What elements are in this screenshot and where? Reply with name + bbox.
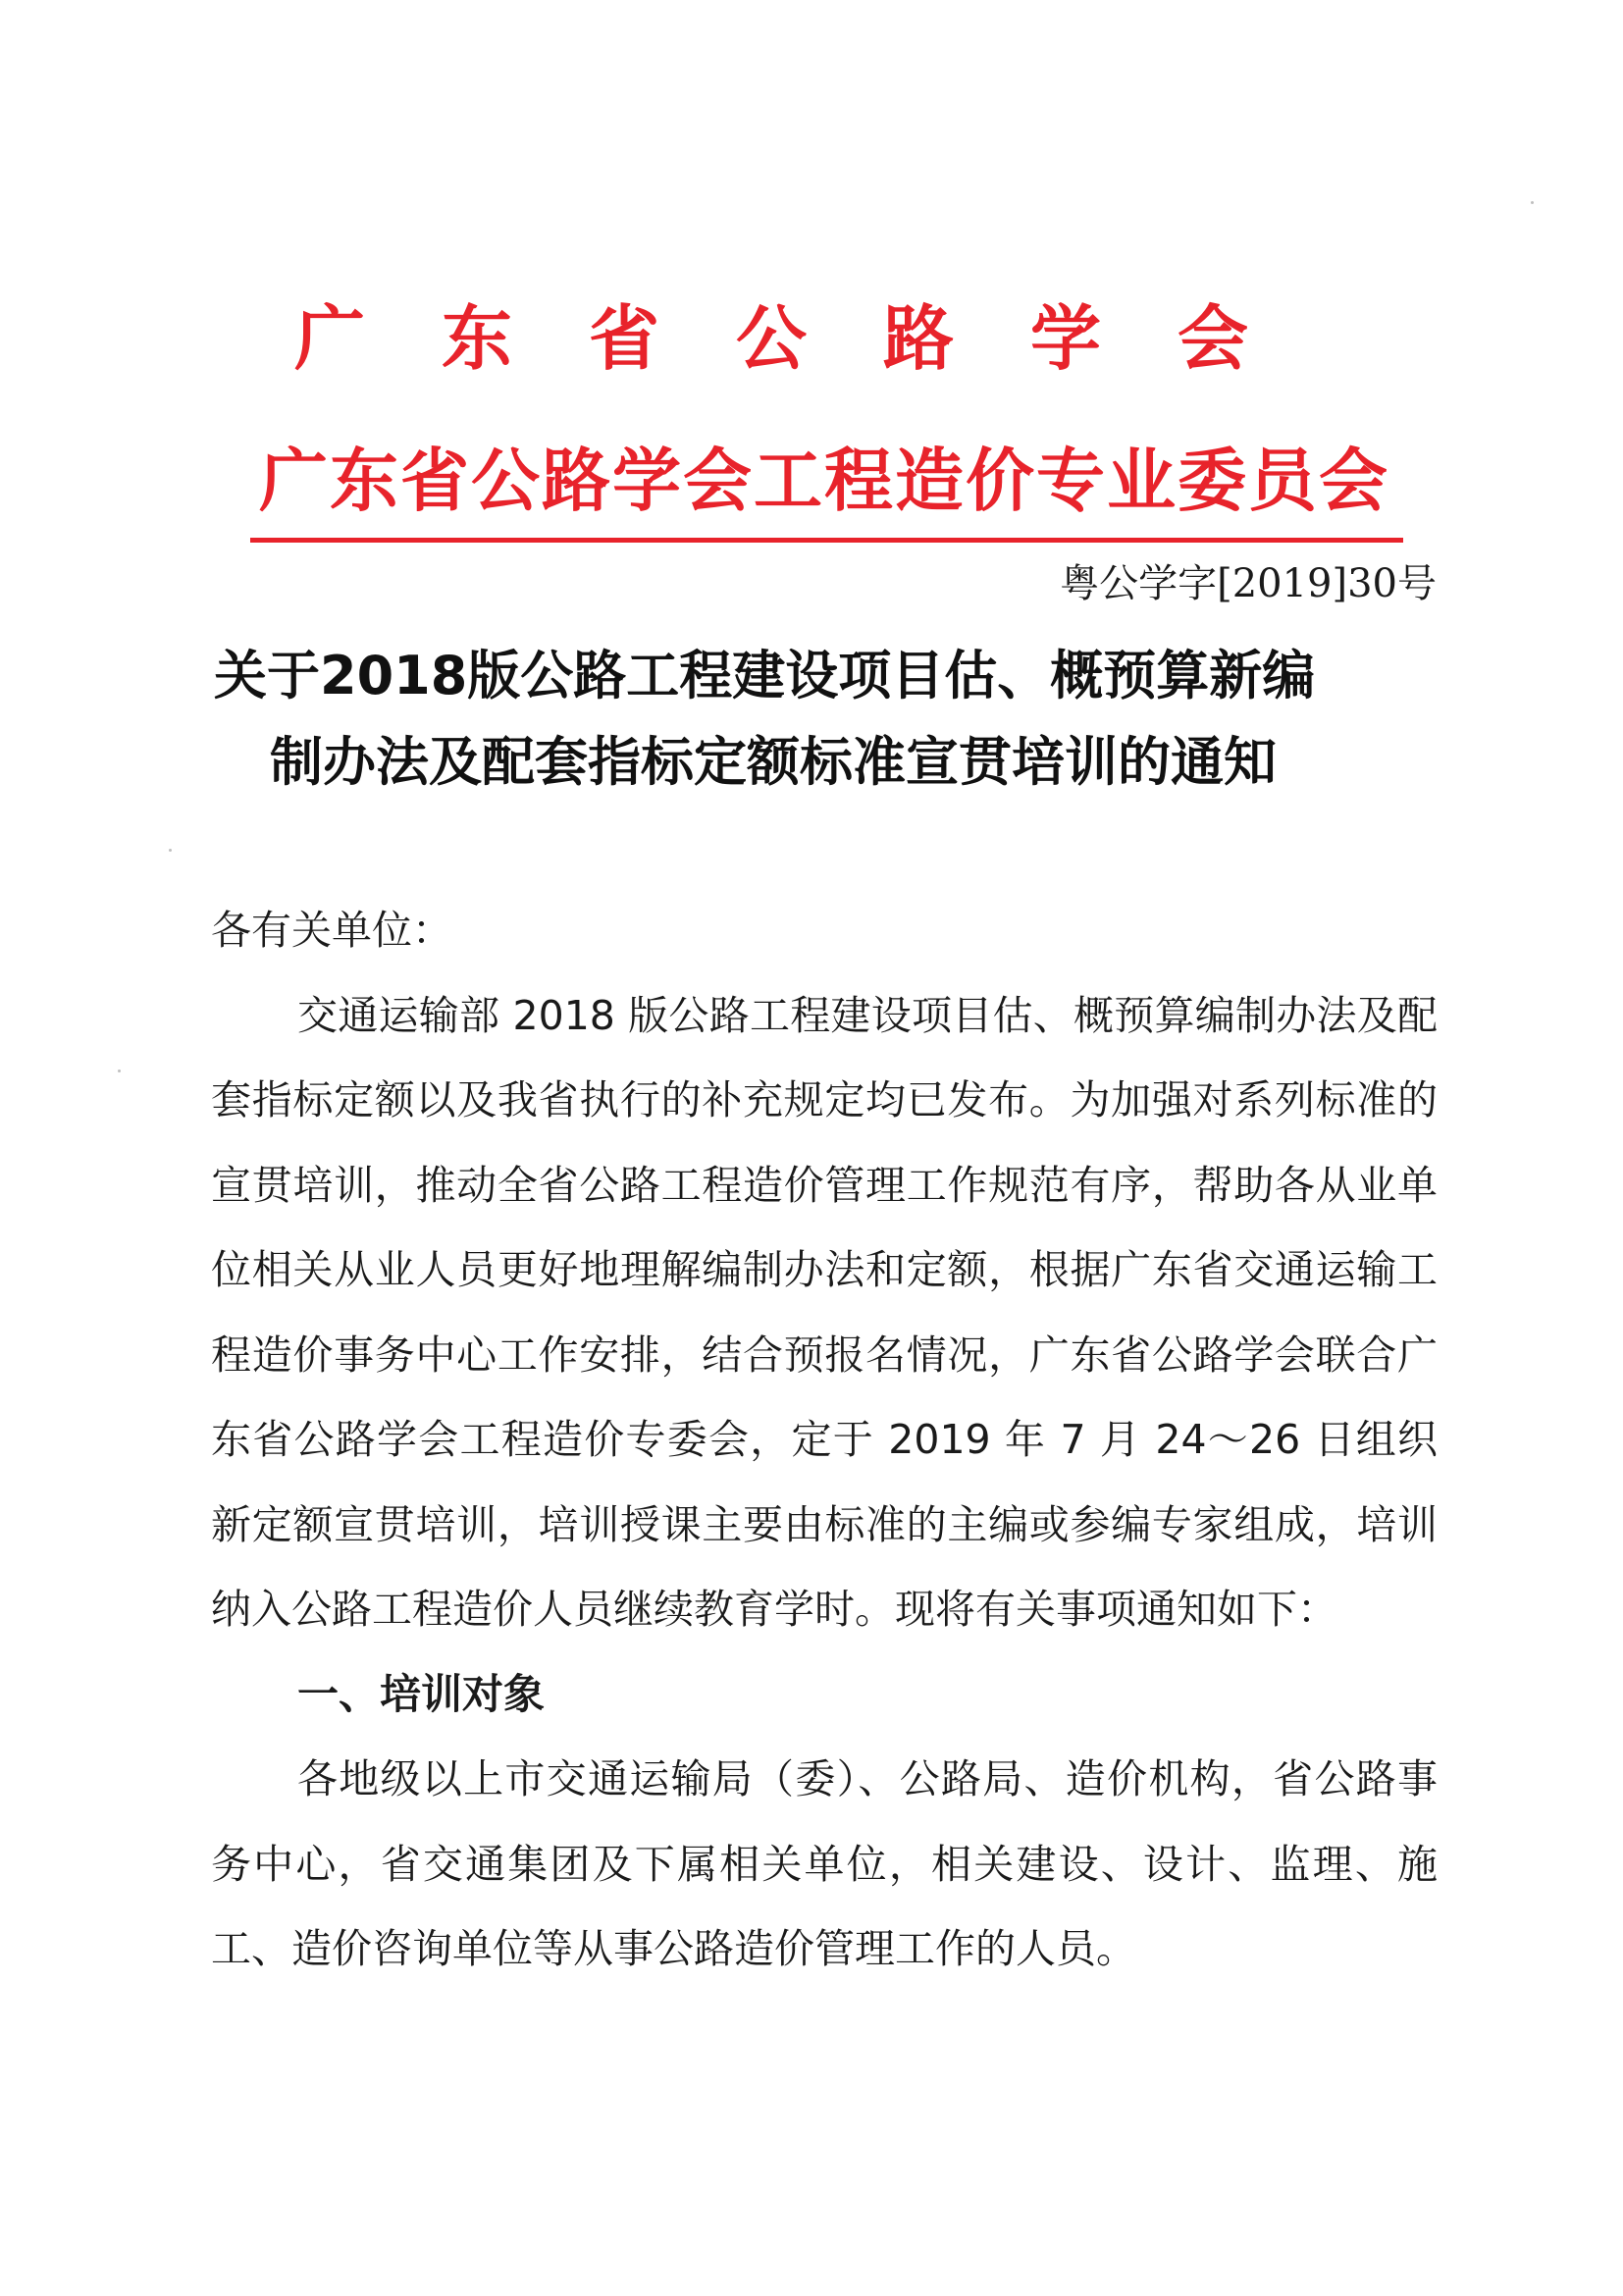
document-body — [211, 888, 1438, 1992]
section-1-heading: 一、培训对象 — [297, 1669, 546, 1718]
title-line-2: 制办法及配套指标定额标准宣贯培训的通知 — [270, 731, 1277, 793]
salutation: 各有关单位： — [211, 907, 452, 954]
section-1-paragraph: 各地级以上市交通运输局（委）、公路局、造价机构，省公路事务中心，省交通集团及下属相关单位，相关建设、设计、监理、施工、造价咨询单位等从事公路造价管理工作的人员。 — [211, 1755, 1438, 1972]
red-header-rule — [250, 538, 1403, 543]
scan-speck — [118, 1070, 121, 1072]
document-title — [196, 633, 1442, 806]
scan-speck — [1531, 201, 1534, 204]
issuer-secondary: 广东省公路学会工程造价专业委员会 — [259, 441, 1389, 521]
document-number: 粤公学字[2019]30号 — [1060, 561, 1437, 606]
scan-speck — [169, 849, 172, 852]
issuer-primary: 广东省公路学会 — [293, 297, 1325, 380]
intro-paragraph: 交通运输部 2018 版公路工程建设项目估、概预算编制办法及配套指标定额以及我省执行的补充规定均已发布。为加强对系列标准的宣贯培训，推动全省公路工程造价管理工作规范有序，帮助各从业单位相关从业人员更好地理解编制办法和定额，根据广东省交通运输工程造价事务中心工作安排，结合预报名情况，广东省公路学会联合广东省公路学会工程造价专委会，定于 2019 年 7 月 24～26 日组织新定额宣贯培训，培训授课主要由标准的主编或参编专家组成，培训纳入公路工程造价人员继续教育学时。现将有关事项通知如下： — [211, 991, 1438, 1633]
title-line-1: 关于2018版公路工程建设项目估、概预算新编 — [214, 645, 1316, 706]
